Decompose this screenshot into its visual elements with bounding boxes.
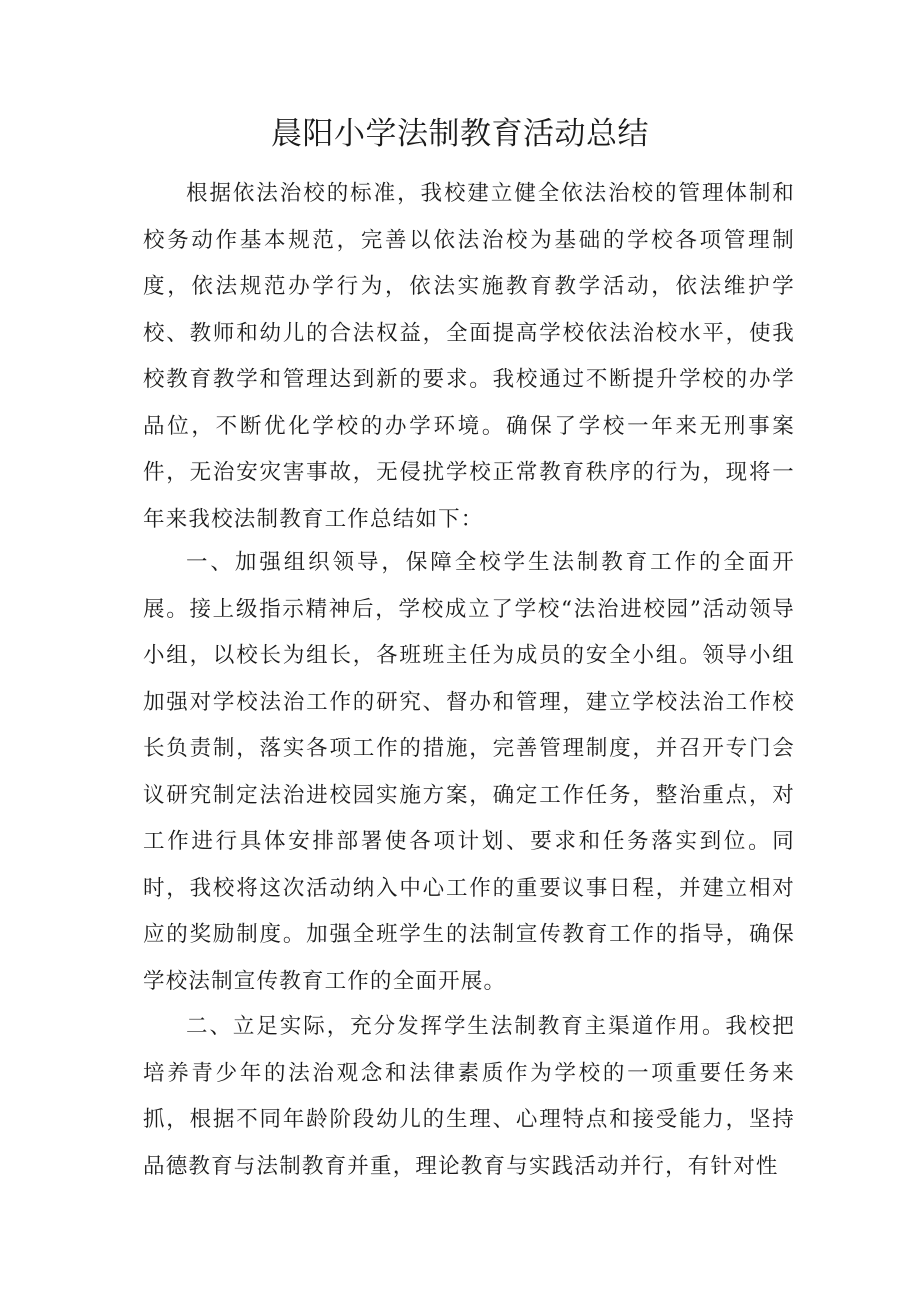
paragraph-section-1: 一、加强组织领导，保障全校学生法制教育工作的全面开展。接上级指示精神后，学校成立了学校“法治进校园”活动领导小组，以校长为组长，各班班主任为成员的安全小组。领导小组加强对学校法治工作的研究、督办和管理，建立学校法治工作校长负责制，落实各项工作的措施，完善管理制度，并召开专门会议研究制定法治进校园实施方案，确定工作任务，整治重点，对工作进行具体安排部署使各项计划、要求和任务落实到位。同时，我校将这次活动纳入中心工作的重要议事日程，并建立相对应的奖励制度。加强全班学生的法制宣传教育工作的指导，确保学校法制宣传教育工作的全面开展。: [143, 550, 795, 994]
document-title: 晨阳小学法制教育活动总结: [271, 116, 649, 152]
paragraph-intro: 根据依法治校的标准，我校建立健全依法治校的管理体制和校务动作基本规范，完善以依法治校为基础的学校各项管理制度，依法规范办学行为，依法实施教育教学活动，依法维护学校、教师和幼儿的合法权益，全面提高学校依法治校水平，使我校教育教学和管理达到新的要求。我校通过不断提升学校的办学品位，不断优化学校的办学环境。确保了学校一年来无刑事案件，无治安灾害事故，无侵扰学校正常教育秩序的行为，现将一年来我校法制教育工作总结如下：: [143, 181, 795, 532]
paragraph-section-2: 二、立足实际，充分发挥学生法制教育主渠道作用。我校把培养青少年的法治观念和法律素质作为学校的一项重要任务来抓，根据不同年龄阶段幼儿的生理、心理特点和接受能力，坚持品德教育与法制教育并重，理论教育与实践活动并行，有针对性: [143, 1014, 795, 1179]
